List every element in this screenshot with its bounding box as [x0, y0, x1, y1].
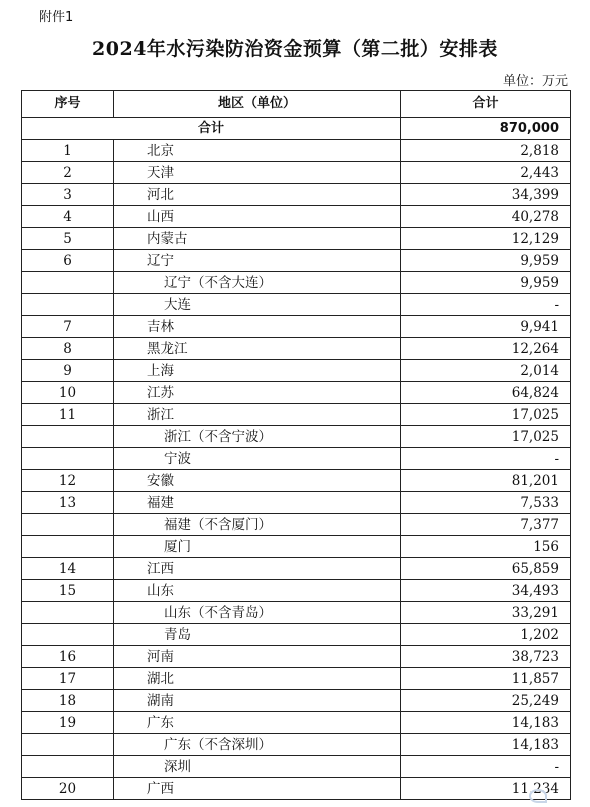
row-region: 北京: [114, 140, 401, 162]
row-value: 9,959: [401, 250, 571, 272]
table-row: [22, 360, 571, 382]
row-region: 江苏: [114, 382, 401, 404]
row-region: 福建: [114, 492, 401, 514]
row-value: 34,493: [401, 580, 571, 602]
row-value: 1,202: [401, 624, 571, 646]
table-row: [22, 690, 571, 712]
table-row: [22, 140, 571, 162]
row-value: 7,377: [401, 514, 571, 536]
row-region: 宁波: [114, 448, 401, 470]
table-row: [22, 536, 571, 558]
table-row: [22, 272, 571, 294]
table-row: [22, 646, 571, 668]
table-row: [22, 294, 571, 316]
row-value: -: [401, 294, 571, 316]
row-value: 14,183: [401, 712, 571, 734]
row-region: 吉林: [114, 316, 401, 338]
table-row: [22, 602, 571, 624]
row-region: 湖南: [114, 690, 401, 712]
table-row: [22, 426, 571, 448]
row-region: 内蒙古: [114, 228, 401, 250]
table-row: [22, 580, 571, 602]
row-region: 浙江（不含宁波）: [114, 426, 401, 448]
row-region: 河南: [114, 646, 401, 668]
row-seq: 6: [22, 250, 114, 272]
row-value: 33,291: [401, 602, 571, 624]
row-value: 17,025: [401, 426, 571, 448]
row-value: 11,857: [401, 668, 571, 690]
table-body: [22, 118, 571, 800]
row-value: 34,399: [401, 184, 571, 206]
row-seq: 12: [22, 470, 114, 492]
total-value: 870,000: [401, 118, 571, 140]
row-value: 40,278: [401, 206, 571, 228]
row-value: 2,818: [401, 140, 571, 162]
table-row: [22, 206, 571, 228]
page-title: 2024年水污染防治资金预算（第二批）安排表: [92, 38, 498, 60]
row-value: 81,201: [401, 470, 571, 492]
row-region: 广东: [114, 712, 401, 734]
header-region: 地区（单位）: [114, 91, 401, 118]
table-row: [22, 316, 571, 338]
table-row: [22, 448, 571, 470]
row-region: 山东（不含青岛）: [114, 602, 401, 624]
row-region: 辽宁: [114, 250, 401, 272]
row-seq: 11: [22, 404, 114, 426]
table-row: [22, 492, 571, 514]
row-region: 大连: [114, 294, 401, 316]
row-region: 安徽: [114, 470, 401, 492]
total-label: 合计: [22, 118, 401, 140]
table-header: [22, 91, 571, 118]
row-region: 黑龙江: [114, 338, 401, 360]
row-region: 湖北: [114, 668, 401, 690]
row-region: 浙江: [114, 404, 401, 426]
row-seq: 18: [22, 690, 114, 712]
row-value: 2,014: [401, 360, 571, 382]
row-value: 12,264: [401, 338, 571, 360]
attachment-label: 附件1: [39, 10, 74, 25]
table-row: [22, 712, 571, 734]
row-value: -: [401, 448, 571, 470]
row-value: 9,941: [401, 316, 571, 338]
row-value: 156: [401, 536, 571, 558]
table-row: [22, 514, 571, 536]
table-row: [22, 184, 571, 206]
table-row: [22, 338, 571, 360]
row-seq: 19: [22, 712, 114, 734]
row-value: 17,025: [401, 404, 571, 426]
row-region: 深圳: [114, 756, 401, 778]
row-region: 河北: [114, 184, 401, 206]
table-row: [22, 250, 571, 272]
table-row: [22, 470, 571, 492]
row-value: -: [401, 756, 571, 778]
row-region: 福建（不含厦门）: [114, 514, 401, 536]
row-seq: [22, 734, 114, 756]
row-value: 65,859: [401, 558, 571, 580]
row-seq: 16: [22, 646, 114, 668]
row-region: 山西: [114, 206, 401, 228]
row-region: 厦门: [114, 536, 401, 558]
row-value: 9,959: [401, 272, 571, 294]
row-seq: [22, 448, 114, 470]
table-row: [22, 162, 571, 184]
table-row: [22, 558, 571, 580]
watermark: [529, 789, 550, 803]
watermark-logo-icon: [529, 789, 547, 803]
row-region: 广西: [114, 778, 401, 800]
row-seq: 15: [22, 580, 114, 602]
row-seq: 14: [22, 558, 114, 580]
row-seq: 9: [22, 360, 114, 382]
budget-table: [21, 90, 571, 800]
table-row: [22, 404, 571, 426]
row-region: 天津: [114, 162, 401, 184]
row-region: 江西: [114, 558, 401, 580]
row-seq: [22, 602, 114, 624]
row-seq: 13: [22, 492, 114, 514]
row-region: 广东（不含深圳）: [114, 734, 401, 756]
table-row: [22, 668, 571, 690]
row-value: 12,129: [401, 228, 571, 250]
row-value: 38,723: [401, 646, 571, 668]
header-seq: 序号: [22, 91, 114, 118]
table-row: [22, 624, 571, 646]
row-value: 14,183: [401, 734, 571, 756]
table-row: [22, 778, 571, 800]
row-seq: 1: [22, 140, 114, 162]
row-seq: 7: [22, 316, 114, 338]
row-value: 25,249: [401, 690, 571, 712]
row-value: 7,533: [401, 492, 571, 514]
row-region: 青岛: [114, 624, 401, 646]
table-row: [22, 228, 571, 250]
table-row: [22, 382, 571, 404]
unit-label: 单位：万元: [502, 74, 568, 89]
row-value: 64,824: [401, 382, 571, 404]
table-row: [22, 756, 571, 778]
row-seq: [22, 426, 114, 448]
row-seq: 5: [22, 228, 114, 250]
row-seq: 2: [22, 162, 114, 184]
row-seq: [22, 756, 114, 778]
total-row: [22, 118, 571, 140]
row-seq: 20: [22, 778, 114, 800]
row-seq: [22, 624, 114, 646]
row-region: 上海: [114, 360, 401, 382]
row-value: 11,234: [401, 778, 571, 800]
row-seq: 10: [22, 382, 114, 404]
row-region: 辽宁（不含大连）: [114, 272, 401, 294]
row-seq: [22, 514, 114, 536]
row-region: 山东: [114, 580, 401, 602]
row-seq: [22, 294, 114, 316]
row-seq: 4: [22, 206, 114, 228]
row-seq: [22, 536, 114, 558]
row-seq: 17: [22, 668, 114, 690]
row-seq: 3: [22, 184, 114, 206]
row-value: 2,443: [401, 162, 571, 184]
row-seq: 8: [22, 338, 114, 360]
table-row: [22, 734, 571, 756]
header-total: 合计: [401, 91, 571, 118]
row-seq: [22, 272, 114, 294]
